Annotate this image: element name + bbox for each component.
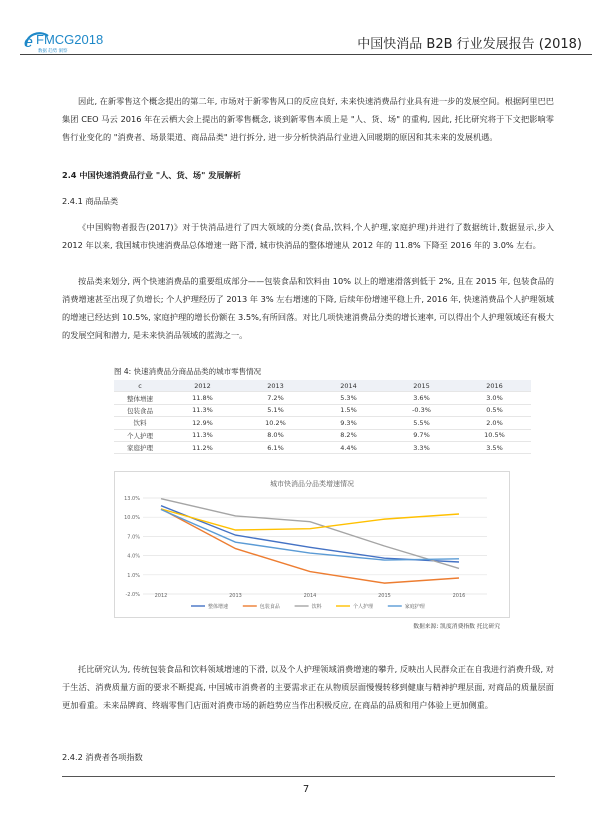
svg-text:e: e: [24, 34, 33, 51]
y-tick-label: 4.0%: [127, 553, 140, 560]
logo-text: FMCG2018: [36, 32, 104, 47]
series-line-包装食品: [161, 509, 459, 583]
legend-label: 包装食品: [259, 604, 280, 610]
legend-label: 整体增速: [208, 604, 229, 610]
footer-divider: [62, 776, 555, 777]
table-cell: 7.2%: [239, 392, 312, 404]
fmcg-logo: [22, 26, 152, 54]
table-header-cell: 2016: [458, 380, 531, 392]
table-row: [114, 441, 531, 453]
table-cell: 1.5%: [312, 404, 385, 416]
table-cell: 家庭护理: [114, 441, 166, 453]
table-cell: 5.1%: [239, 404, 312, 416]
table-cell: 11.3%: [166, 429, 239, 441]
table-cell: 整体增速: [114, 392, 166, 404]
table-cell: 0.5%: [458, 404, 531, 416]
report-title: 中国快消品 B2B 行业发展报告 (2018): [357, 37, 582, 52]
paragraph-2: 《中国购物者报告(2017)》对于快消品进行了四大领域的分类(食品,饮料,个人护理,家庭护理)并进行了数据统计,数据显示,步入 2012 年以来, 我国城市快速消费品总体增速一路下滑, 城市快消品的整体增速从 2012 年的 11.8% 下降至 2016 年的 3.0% 左右。: [62, 222, 554, 250]
table-cell: 6.1%: [239, 441, 312, 453]
table-cell: 饮料: [114, 417, 166, 429]
table-row: [114, 392, 531, 404]
subsection-title-1: 2.4.1 商品品类: [62, 196, 119, 206]
table-header-row: [114, 380, 531, 392]
table-cell: 10.2%: [239, 417, 312, 429]
table-cell: 包装食品: [114, 404, 166, 416]
table-cell: 3.0%: [458, 392, 531, 404]
table-cell: 10.5%: [458, 429, 531, 441]
legend-label: 家庭护理: [404, 604, 425, 610]
y-tick-label: -2.0%: [125, 592, 140, 598]
x-tick-label: 2014: [303, 593, 317, 599]
figure-caption: 图 4: 快速消费品分商品品类的城市零售情况: [114, 367, 262, 376]
table-row: [114, 429, 531, 441]
table-header-cell: 2013: [239, 380, 312, 392]
table-cell: 8.0%: [239, 429, 312, 441]
series-line-饮料: [161, 499, 459, 569]
y-tick-label: 7.0%: [127, 534, 140, 541]
data-table: [114, 380, 531, 454]
table-cell: 9.7%: [385, 429, 458, 441]
table-cell: 11.8%: [166, 392, 239, 404]
x-tick-label: 2015: [378, 593, 391, 599]
table-cell: -0.3%: [385, 404, 458, 416]
table-row: [114, 404, 531, 416]
legend-label: 个人护理: [353, 604, 374, 610]
logo-sub: 数据 趋势 洞察: [38, 48, 68, 53]
x-tick-label: 2013: [229, 593, 242, 599]
x-tick-label: 2016: [452, 593, 466, 599]
legend-label: 饮料: [311, 604, 322, 610]
table-header-cell: 2012: [166, 380, 239, 392]
table-cell: 2.0%: [458, 417, 531, 429]
table-header-cell: 2014: [312, 380, 385, 392]
y-tick-label: 13.0%: [124, 496, 140, 502]
line-chart: [115, 472, 509, 617]
table-cell: 8.2%: [312, 429, 385, 441]
table-cell: 9.3%: [312, 417, 385, 429]
table-cell: 5.5%: [385, 417, 458, 429]
table-header-cell: c: [114, 380, 166, 392]
y-tick-label: 10.0%: [124, 515, 140, 522]
table-row: [114, 417, 531, 429]
chart-title: 城市快消品分品类增速情况: [270, 480, 354, 488]
paragraph-3: 按品类来划分, 两个快速消费品的重要组成部分——包装食品和饮料由 10% 以上的增速滑落到低于 2%, 且在 2015 年, 包装食品的消费增速甚至出现了负增长; 个人护理经历了 2013 年 3% 左右增速的下降, 后续年份增速平稳上升, 2016 年, 快速消费品个人护理领域的增速已经达到 10.5%, 家庭护理的增长份额在 3.5%,有所回落。对比几项快速消费品分类的增长速率, 可以得出个人护理领域还有极大的发展空间和潜力, 是未来快消品领域的蓝海之一。: [62, 276, 554, 340]
section-title: 2.4 中国快速消费品行业 "人、货、场" 发展解析: [62, 170, 241, 180]
table-cell: 4.4%: [312, 441, 385, 453]
table-cell: 12.9%: [166, 417, 239, 429]
table-cell: 11.3%: [166, 404, 239, 416]
header-divider: [20, 54, 592, 55]
paragraph-1: 因此, 在新零售这个概念提出的第二年, 市场对于新零售风口的反应良好, 未来快速消费品行业具有进一步的发展空间。根据阿里巴巴集团 CEO 马云 2016 年在云栖大会上提出的新零售概念, 谈到新零售本质上是 "人、货、场" 的重构, 因此, 托比研究将于下文把影响零售行业变化的 "消费者、场景渠道、商品品类" 进行拆分, 进一步分析快消品行业进入回暖期的原因和其未来的发展机遇。: [62, 96, 554, 142]
y-tick-label: 1.0%: [127, 572, 140, 579]
series-line-个人护理: [161, 509, 459, 530]
x-tick-label: 2012: [154, 593, 168, 599]
page-number: 7: [302, 784, 310, 795]
table-cell: 3.6%: [385, 392, 458, 404]
table-cell: 5.3%: [312, 392, 385, 404]
data-source: 数据来源: 凯度消费指数 托比研究: [413, 624, 500, 630]
table-cell: 3.5%: [458, 441, 531, 453]
table-cell: 3.3%: [385, 441, 458, 453]
subsection-title-2: 2.4.2 消费者各项指数: [62, 752, 143, 762]
paragraph-4: 托比研究认为, 传统包装食品和饮料领域增速的下滑, 以及个人护理领域消费增速的攀升, 反映出人民群众正在自我进行消费升级, 对于生活、消费质量方面的要求不断提高, 中国城市消费者的主要需求正在从物质层面慢慢转移到健康与精神护理层面, 对商品的质量层面更加看重。未来品牌商、终端零售门店面对消费市场的新趋势应当作出积极反应, 在商品的品质和用户体验上更加侧重。: [62, 664, 554, 710]
table-cell: 11.2%: [166, 441, 239, 453]
line-chart-frame: [114, 471, 510, 618]
table-cell: 个人护理: [114, 429, 166, 441]
table-header-cell: 2015: [385, 380, 458, 392]
